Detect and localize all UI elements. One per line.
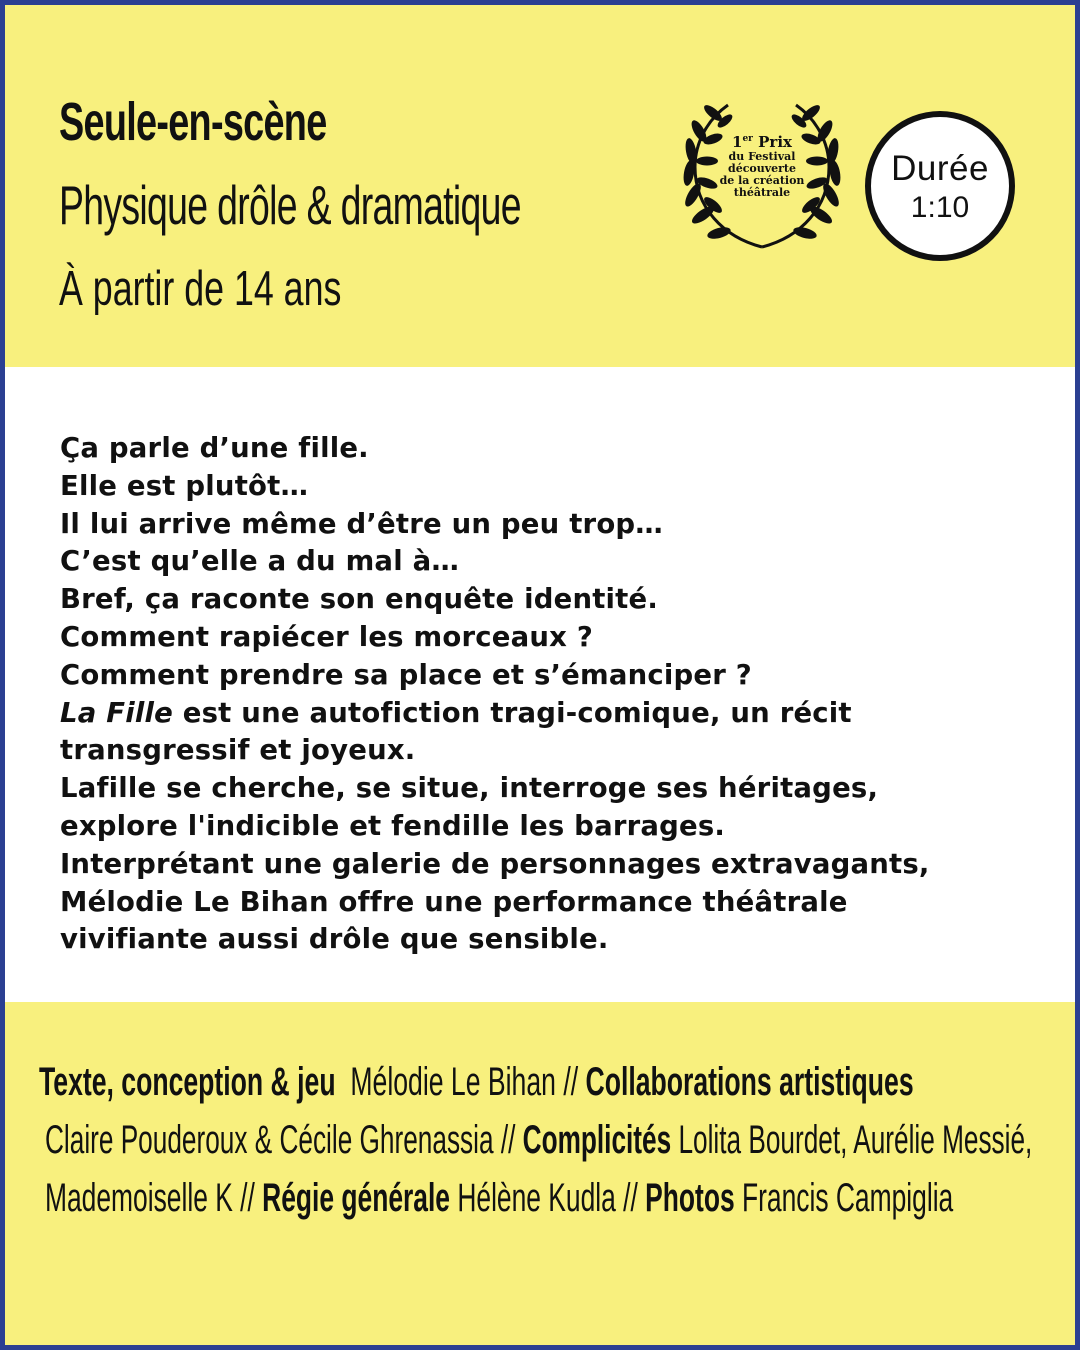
duration-badge	[865, 111, 1015, 261]
credit-name: Claire Pouderoux & Cécile Ghrenassia	[45, 1118, 494, 1162]
credit-name: Mélodie Le Bihan	[350, 1060, 556, 1104]
synopsis-line: Mélodie Le Bihan offre une performance théâtrale	[60, 885, 848, 918]
credit-role: Régie générale	[262, 1176, 450, 1220]
synopsis-section	[5, 367, 1075, 1002]
credit-separator: //	[232, 1176, 263, 1220]
synopsis-text	[60, 430, 1050, 959]
credits-section	[5, 1002, 1075, 1345]
credit-name: Mademoiselle K	[45, 1176, 233, 1220]
credit-role: Collaborations artistiques	[585, 1060, 914, 1104]
synopsis-line-title	[60, 695, 1050, 733]
synopsis-line: Bref, ça raconte son enquête identité.	[60, 583, 659, 616]
synopsis-line: Comment prendre sa place et s’émanciper ?	[60, 658, 752, 691]
synopsis-line: Comment rapiécer les morceaux ?	[60, 620, 593, 653]
duration-label: Durée	[891, 149, 989, 188]
credit-separator: //	[555, 1060, 586, 1104]
credit-name: Lolita Bourdet, Aurélie Messié,	[671, 1118, 1033, 1162]
credit-role: Complicités	[522, 1118, 672, 1162]
synopsis-line-rest: est une autofiction tragi-comique, un récit	[172, 696, 852, 729]
award-rank-suffix: er	[742, 134, 753, 144]
synopsis-line: Il lui arrive même d’être un peu trop…	[60, 507, 663, 540]
award-prize: Prix	[752, 133, 792, 151]
credit-name: Hélène Kudla	[449, 1176, 616, 1220]
synopsis-line: explore l'indicible et fendille les barrages.	[60, 809, 726, 842]
credit-role: Photos	[645, 1176, 735, 1220]
award-text	[683, 135, 841, 198]
poster-frame	[5, 5, 1075, 1345]
credit-separator: //	[493, 1118, 523, 1162]
credit-separator: //	[615, 1176, 646, 1220]
show-title: La Fille	[60, 696, 173, 729]
synopsis-line: Elle est plutôt…	[60, 469, 309, 502]
genre-title: Seule-en-scène	[59, 92, 327, 152]
credit-name: Francis Campiglia	[734, 1176, 954, 1220]
genre-tags: Physique drôle & dramatique	[59, 174, 521, 236]
synopsis-line: vivifiante aussi drôle que sensible.	[60, 923, 609, 956]
credits-line-3	[45, 1176, 953, 1221]
award-laurel	[683, 97, 841, 255]
synopsis-line: Interprétant une galerie de personnages extravagants,	[60, 847, 930, 880]
synopsis-line: transgressif et joyeux.	[60, 734, 416, 767]
header-section	[5, 5, 1075, 367]
synopsis-line: C’est qu’elle a du mal à…	[60, 545, 460, 578]
credits-line-2	[45, 1118, 1032, 1163]
credits-line-1	[39, 1060, 914, 1105]
credit-role: Texte, conception & jeu	[39, 1060, 336, 1104]
award-line-3: découverte	[728, 162, 796, 175]
age-rating: À partir de 14 ans	[59, 262, 342, 316]
award-rank: 1	[732, 133, 743, 151]
synopsis-line: Ça parle d’une fille.	[60, 432, 369, 464]
award-line-4: de la création	[719, 174, 805, 187]
award-line-5: théâtrale	[733, 186, 791, 199]
award-line-2: du Festival	[728, 150, 796, 163]
synopsis-line: Lafille se cherche, se situe, interroge ses héritages,	[60, 772, 879, 805]
duration-value: 1:10	[910, 191, 970, 224]
